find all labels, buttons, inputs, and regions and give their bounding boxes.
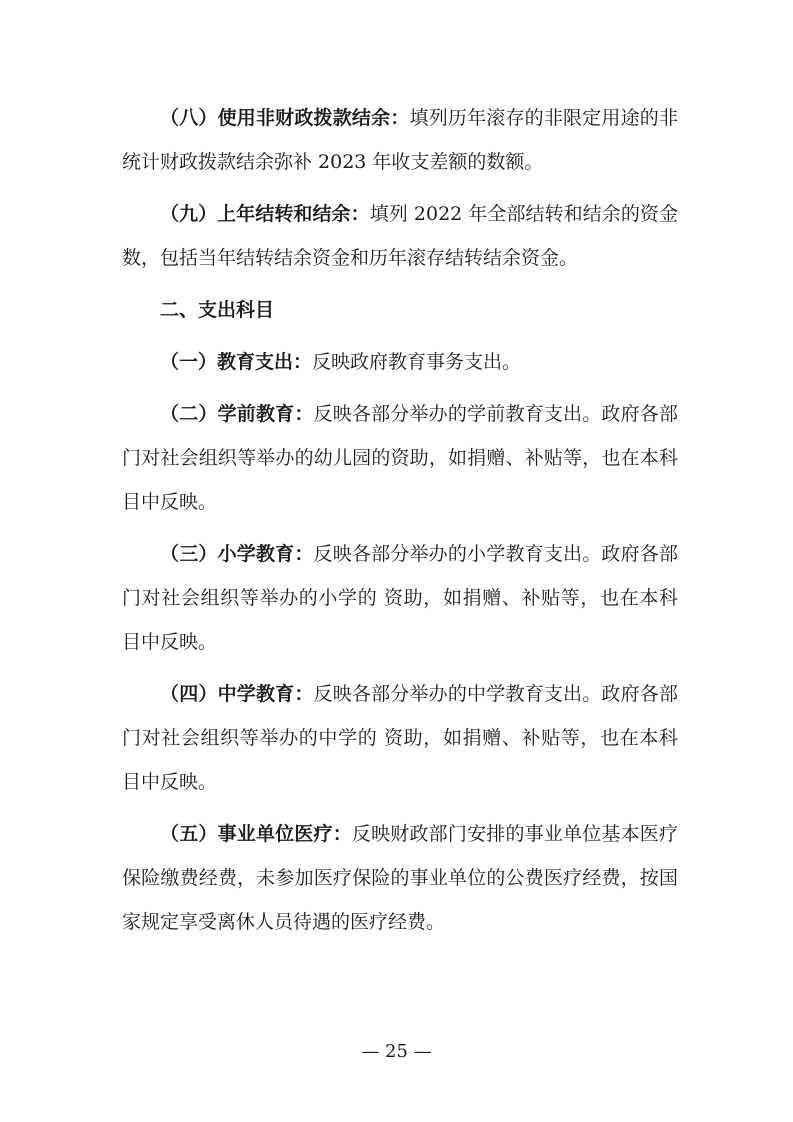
paragraph-education-expenditure [122,340,678,384]
paragraph-lead: （四）中学教育： [160,683,314,705]
paragraph-lead: （一）教育支出： [160,351,313,373]
paragraph-lead: （五）事业单位医疗： [160,823,352,845]
paragraph-lead: （八）使用非财政拨款结余： [160,107,410,129]
paragraph-lead: （三）小学教育： [160,543,314,565]
paragraph-text: 填列历年滚存的非限定用途的非统计财政拨款结余弥补 2023 年收支差额的数额。 [122,107,678,173]
paragraph-preschool-education [122,392,678,524]
paragraph-text: 填列 2022 年全部结转和结余的资金数，包括当年结转结余资金和历年滚存结转结余资金。 [122,203,678,269]
paragraph-lead: （九）上年结转和结余： [160,203,370,225]
paragraph-text: 反映各部分举办的学前教育支出。政府各部门对社会组织等举办的幼儿园的资助，如捐赠、补贴等，也在本科目中反映。 [122,403,678,513]
paragraph-item-8 [122,96,678,184]
page-number: — 25 — [361,1041,432,1062]
paragraph-text: 反映政府教育事务支出。 [312,351,522,373]
paragraph-secondary-education [122,672,678,804]
document-body [122,96,678,952]
paragraph-text: 反映各部分举办的小学教育支出。政府各部门对社会组织等举办的小学的 资助，如捐赠、补贴等，也在本科目中反映。 [122,543,678,653]
paragraph-text: 反映各部分举办的中学教育支出。政府各部门对社会组织等举办的中学的 资助，如捐赠、补贴等，也在本科目中反映。 [122,683,678,793]
paragraph-primary-education [122,532,678,664]
paragraph-item-9 [122,192,678,280]
paragraph-lead: （二）学前教育： [160,403,314,425]
section-heading: 二、支出科目 [160,299,275,321]
paragraph-institution-medical [122,812,678,944]
paragraph-text: 反映财政部门安排的事业单位基本医疗保险缴费经费，未参加医疗保险的事业单位的公费医疗经费，按国家规定享受离休人员待遇的医疗经费。 [122,823,678,933]
